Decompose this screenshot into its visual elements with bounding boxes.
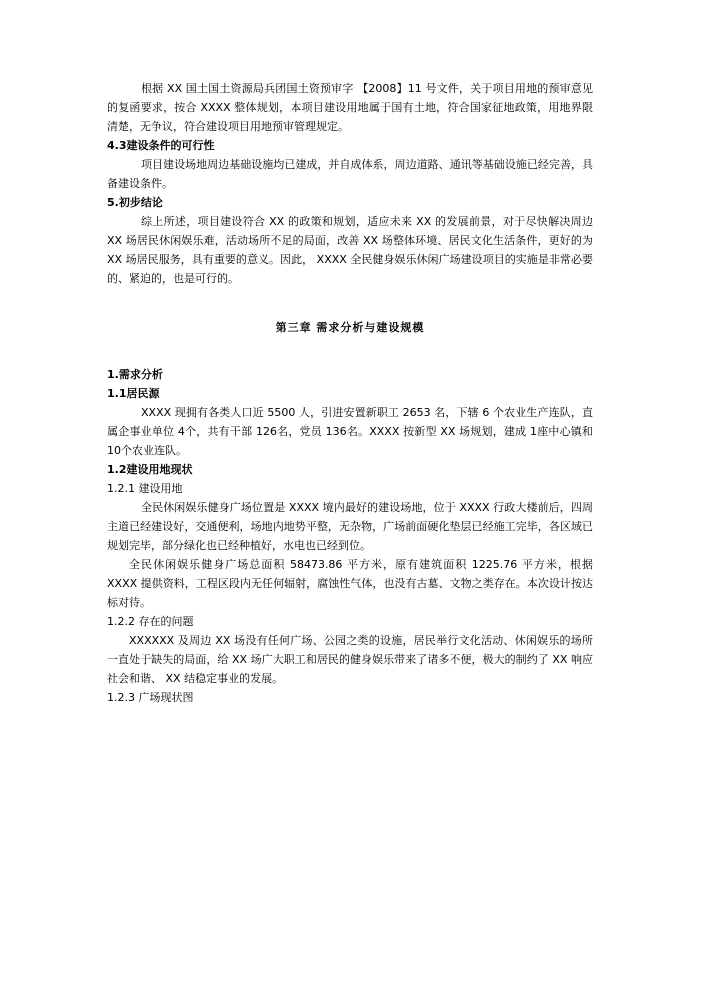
subheading-1-2-1: 1.2.1 建设用地 bbox=[107, 482, 183, 495]
paragraph-construction-conditions: 项目建设场地周边基础设施均已建成，并自成体系，周边道路、通讯等基础设施已经完善，具备建设条件。 bbox=[107, 158, 593, 190]
paragraph-site-location: 全民休闲娱乐健身广场位置是 XXXX 境内最好的建设场地，位于 XXXX 行政大楼前后，四周主道已经建设好，交通便利，场地内地势平整，无杂物，广场前面硬化垫层已经施工完毕，各区域已规划完毕，部分绿化也已经种植好，水电也已经到位。 bbox=[107, 501, 593, 552]
heading-1-1: 1.1居民源 bbox=[107, 387, 160, 400]
paragraph-population: XXXX 现拥有各类人口近 5500 人，引进安置新职工 2653 名，下辖 6 个农业生产连队，直属企事业单位 4个，共有干部 126名，党员 136名。XXXX 按新型 XX 场规划，建成 1座中心镇和 10个农业连队。 bbox=[107, 406, 593, 457]
subheading-1-2-2: 1.2.2 存在的问题 bbox=[107, 615, 194, 628]
page-content bbox=[107, 79, 593, 707]
paragraph-site-area: 全民休闲娱乐健身广场总面积 58473.86 平方米，原有建筑面积 1225.76 平方米，根据 XXXX 提供资料，工程区段内无任何辐射，腐蚀性气体，也没有古墓、文物之类存在。本次设计按达标对待。 bbox=[107, 558, 593, 609]
paragraph-land-approval: 根据 XX 国土国土资源局兵团国土资预审字 【2008】11 号文件，关于项目用地的预审意见的复函要求，按合 XXXX 整体规划，本项目建设用地属于国有土地，符合国家征地政策，用地界限清楚，无争议，符合建设项目用地预审管理规定。 bbox=[107, 82, 593, 133]
heading-4-3: 4.3建设条件的可行性 bbox=[107, 139, 215, 152]
heading-5: 5.初步结论 bbox=[107, 196, 163, 209]
heading-1-2: 1.2建设用地现状 bbox=[107, 463, 193, 476]
chapter-title: 第三章 需求分析与建设规模 bbox=[275, 321, 425, 334]
subheading-1-2-3: 1.2.3 广场现状图 bbox=[107, 691, 194, 704]
paragraph-existing-problems: XXXXXX 及周边 XX 场没有任何广场、公园之类的设施，居民举行文化活动、休闲娱乐的场所一直处于缺失的局面，给 XX 场广大职工和居民的健身娱乐带来了诸多不便，极大的制约了 XX 响应社会和谐、 XX 结稳定事业的发展。 bbox=[107, 634, 593, 685]
heading-1: 1.需求分析 bbox=[107, 368, 163, 381]
paragraph-preliminary-conclusion: 综上所述，项目建设符合 XX 的政策和规划，适应未来 XX 的发展前景，对于尽快解决周边 XX 场居民休闲娱乐难，活动场所不足的局面，改善 XX 场整体环境、居民文化生活条件，更好的为 XX 场居民服务，具有重要的意义。因此， XXXX 全民健身娱乐休闲广场建设项目的实施是非常必要的、紧迫的，也是可行的。 bbox=[107, 215, 593, 285]
